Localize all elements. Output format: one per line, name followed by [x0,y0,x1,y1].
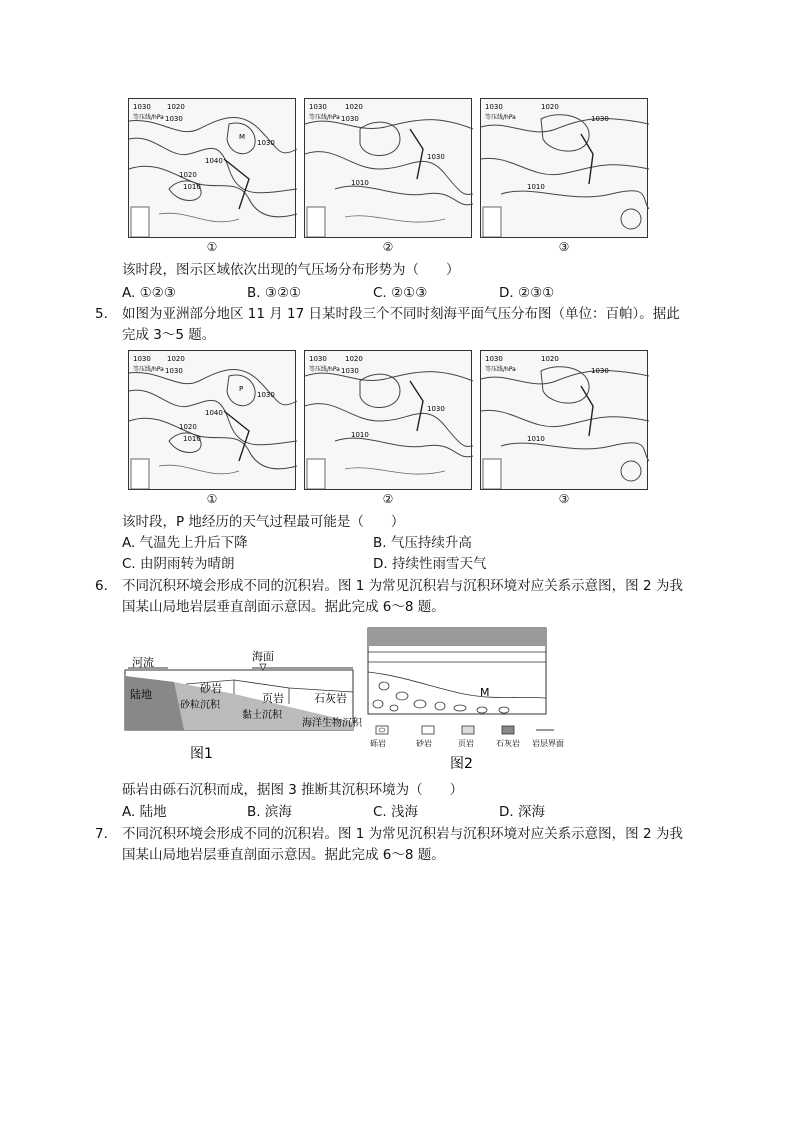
question-intro: 国某山局地岩层垂直剖面示意因。据此完成 6～8 题。 [122,847,445,863]
sandstone-label: 砂岩 [200,682,222,695]
question-number: 7. [95,826,108,842]
isobar-label: 1010 [351,431,369,439]
isobar-label: 1020 [179,423,197,431]
pressure-map-1 [128,98,296,238]
option-a[interactable]: A. ①②③ [122,285,176,301]
isobar-label: 1030 [485,103,503,111]
isobar-label: 1010 [183,183,201,191]
map-row-q5 [128,350,648,510]
map-caption: ③ [558,240,570,254]
isobar-label: 1010 [527,183,545,191]
isobar-label: 1020 [179,171,197,179]
question-intro: 如图为亚洲部分地区 11 月 17 日某时段三个不同时刻海平面气压分布图（单位：百帕）。据此 [122,306,680,322]
marine-deposit-label: 海洋生物沉积 [302,718,362,729]
isobar-label: 1030 [427,153,445,161]
isobar-label: 1030 [257,139,275,147]
isobar-label: 1030 [485,355,503,363]
isobar-label: 1020 [345,355,363,363]
option-d[interactable]: D. ②③① [499,285,555,301]
clay-deposit-label: 黏土沉积 [242,710,282,721]
isobar-label: 1030 [591,367,609,375]
legend-text: 等压线/hPa [309,366,340,373]
isobar-label: 1040 [205,409,223,417]
question-number: 6. [95,578,108,594]
option-a[interactable]: A. 气温先上升后下降 [122,535,248,551]
map-caption: ② [382,492,394,506]
figure-1-caption: 图1 [190,746,213,762]
figure-1 [124,646,362,766]
option-b[interactable]: B. ③②① [247,285,302,301]
question-intro: 完成 3～5 题。 [122,327,216,343]
map-caption: ① [206,240,218,254]
legend-text: 等压线/hPa [485,366,516,373]
land-label: 陆地 [130,688,152,701]
isobar-label: 1030 [341,367,359,375]
pressure-map-2 [304,350,472,490]
m-label: M [480,686,490,699]
sea-level-label: 海面 [252,650,274,663]
option-d[interactable]: D. 深海 [499,804,545,820]
option-d[interactable]: D. 持续性雨雪天气 [373,556,487,572]
isobar-label: 1030 [165,115,183,123]
isobar-label: 1020 [167,103,185,111]
map-caption: ② [382,240,394,254]
p-label: P [239,385,244,393]
question-stem: 该时段，P 地经历的天气过程最可能是（ ） [122,514,405,530]
question-intro: 不同沉积环境会形成不同的沉积岩。图 1 为常见沉积岩与沉积环境对应关系示意图，图 2 为我 [122,826,683,842]
isobar-label: 1030 [165,367,183,375]
figure-2-caption: 图2 [450,756,473,772]
map-row-top [128,98,648,258]
question-number: 5. [95,306,108,322]
legend-limestone: 石灰岩 [496,739,520,748]
pressure-map-3 [480,98,648,238]
map-caption: ① [206,492,218,506]
isobar-label: 1020 [345,103,363,111]
isobar-label: 1030 [427,405,445,413]
question-intro: 国某山局地岩层垂直剖面示意因。据此完成 6～8 题。 [122,599,445,615]
option-c[interactable]: C. ②①③ [373,285,428,301]
option-c[interactable]: C. 由阴雨转为晴朗 [122,556,235,572]
option-c[interactable]: C. 浅海 [373,804,419,820]
question-intro: 不同沉积环境会形成不同的沉积岩。图 1 为常见沉积岩与沉积环境对应关系示意图，图 2 为我 [122,578,683,594]
option-b[interactable]: B. 气压持续升高 [373,535,472,551]
legend-sandstone: 砂岩 [416,739,432,748]
pressure-map-2 [304,98,472,238]
isobar-label: 1030 [133,355,151,363]
option-b[interactable]: B. 滨海 [247,804,292,820]
question-stem: 砾岩由砾石沉积而成，据图 3 推断其沉积环境为（ ） [122,782,464,798]
isobar-label: 1020 [541,355,559,363]
shale-label: 页岩 [262,692,284,705]
legend-shale: 页岩 [458,739,474,748]
isobar-label: 1030 [257,391,275,399]
figure-2 [364,626,574,774]
legend-strata-boundary: 岩层界面 [532,739,564,748]
isobar-label: 1030 [309,103,327,111]
m-label: M [239,133,246,141]
legend-text: 等压线/hPa [133,114,164,121]
isobar-label: 1030 [591,115,609,123]
limestone-label: 石灰岩 [314,692,347,705]
option-a[interactable]: A. 陆地 [122,804,167,820]
question-stem: 该时段，图示区域依次出现的气压场分布形势为（ ） [122,262,460,278]
isobar-label: 1030 [309,355,327,363]
pressure-map-3 [480,350,648,490]
isobar-label: 1030 [133,103,151,111]
river-label: 河流 [132,656,154,669]
isobar-label: 1020 [541,103,559,111]
isobar-label: 1020 [167,355,185,363]
isobar-label: 1010 [183,435,201,443]
legend-text: 等压线/hPa [309,114,340,121]
pressure-map-1 [128,350,296,490]
legend-conglomerate: 砾岩 [370,739,386,748]
isobar-label: 1010 [527,435,545,443]
legend-text: 等压线/hPa [133,366,164,373]
map-caption: ③ [558,492,570,506]
isobar-label: 1040 [205,157,223,165]
isobar-label: 1010 [351,179,369,187]
legend-text: 等压线/hPa [485,114,516,121]
sand-deposit-label: 砂粒沉积 [180,700,220,711]
isobar-label: 1030 [341,115,359,123]
